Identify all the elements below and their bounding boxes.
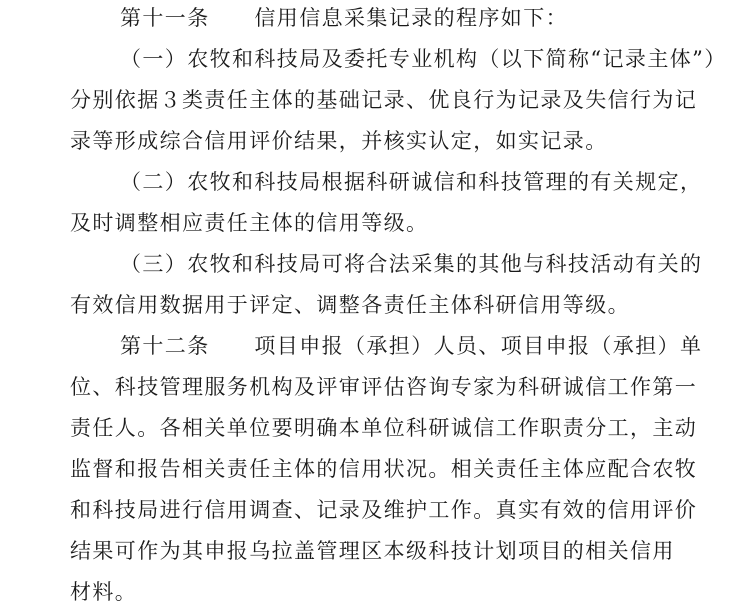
article-12-line-5: 和科技局进行信用调查、记录及维护工作。真实有效的信用评价 — [70, 498, 698, 522]
article-12-line-2: 位、科技管理服务机构及评审评估咨询专家为科研诚信工作第一 — [70, 375, 698, 399]
article-11-item-1-line-3: 录等形成综合信用评价结果，并核实认定，如实记录。 — [70, 129, 608, 153]
article-11-item-2-line-2: 及时调整相应责任主体的信用等级。 — [70, 211, 429, 235]
article-12-line-1: 第十二条 项目申报（承担）人员、项目申报（承担）单 — [120, 334, 703, 358]
article-11-heading: 第十一条 信用信息采集记录的程序如下： — [120, 6, 568, 30]
article-11-item-3-line-1: （三）农牧和科技局可将合法采集的其他与科技活动有关的 — [120, 252, 703, 276]
article-12-line-7: 材料。 — [70, 580, 138, 604]
article-11-item-1-line-2: 分别依据３类责任主体的基础记录、优良行为记录及失信行为记 — [70, 88, 698, 112]
article-12-line-6: 结果可作为其申报乌拉盖管理区本级科技计划项目的相关信用 — [70, 539, 675, 563]
article-12-line-3: 责任人。各相关单位要明确本单位科研诚信工作职责分工，主动 — [70, 416, 698, 440]
article-11-item-3-line-2: 有效信用数据用于评定、调整各责任主体科研信用等级。 — [70, 293, 630, 317]
article-12-line-4: 监督和报告相关责任主体的信用状况。相关责任主体应配合农牧 — [70, 457, 698, 481]
article-11-item-1-line-1: （一）农牧和科技局及委托专业机构（以下简称“记录主体”） — [120, 47, 727, 71]
article-11-item-2-line-1: （二）农牧和科技局根据科研诚信和科技管理的有关规定， — [120, 170, 703, 194]
